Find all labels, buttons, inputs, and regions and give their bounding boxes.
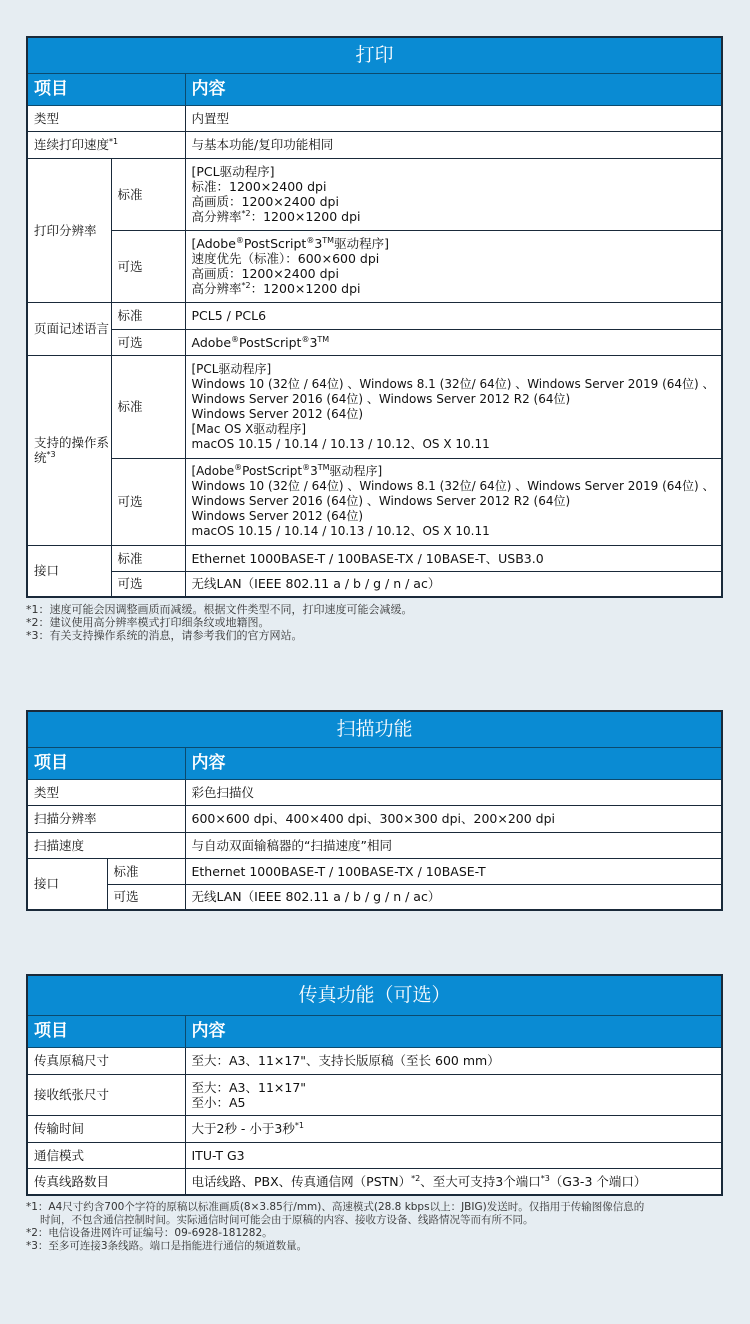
fax-title: 传真功能（可选） [27, 975, 722, 1015]
print-speed-value: 与基本功能/复印功能相同 [185, 131, 722, 158]
print-speed-label: 连续打印速度$^{*1}$ [27, 131, 185, 158]
print-type-value: 内置型 [185, 105, 722, 131]
print-spec-table [26, 36, 723, 598]
print-os-std: 标准 [111, 355, 185, 458]
scan-if-label: 接口 [27, 858, 107, 910]
fax-spec-table [26, 974, 723, 1196]
print-res-label: 打印分辨率 [27, 158, 111, 302]
print-res-std: 标准 [111, 158, 185, 230]
fax-mode-label: 通信模式 [27, 1142, 185, 1168]
print-col-item: 项目 [27, 73, 185, 105]
print-pdl-opt-value: Adobe®PostScript®3™ [185, 329, 722, 355]
scan-type-value: 彩色扫描仪 [185, 779, 722, 805]
print-if-std-value: Ethernet 1000BASE-T / 100BASE-TX / 10BASE-T、USB3.0 [185, 545, 722, 571]
print-res-opt: 可选 [111, 230, 185, 302]
fax-recv-value: 至大：A3、11×17" 至小：A5 [185, 1074, 722, 1115]
fax-time-value: 大于2秒 - 小于3秒$^{*1}$ [185, 1115, 722, 1142]
print-if-opt: 可选 [111, 571, 185, 597]
fax-time-label: 传输时间 [27, 1115, 185, 1142]
print-pdl-std-value: PCL5 / PCL6 [185, 302, 722, 329]
print-if-std: 标准 [111, 545, 185, 571]
scan-if-opt-value: 无线LAN（IEEE 802.11 a / b / g / n / ac） [185, 884, 722, 910]
scan-if-std-value: Ethernet 1000BASE-T / 100BASE-TX / 10BASE-T [185, 858, 722, 884]
scan-speed-value: 与自动双面输稿器的“扫描速度”相同 [185, 832, 722, 858]
scan-if-std: 标准 [107, 858, 185, 884]
print-title: 打印 [27, 37, 722, 73]
scan-if-opt: 可选 [107, 884, 185, 910]
fax-recv-label: 接收纸张尺寸 [27, 1074, 185, 1115]
fax-orig-value: 至大：A3、11×17"、支持长版原稿（至长 600 mm） [185, 1047, 722, 1074]
scan-spec-table [26, 710, 723, 911]
fax-col-item: 项目 [27, 1015, 185, 1047]
fax-col-content: 内容 [185, 1015, 722, 1047]
fax-notes: *1：A4尺寸约含700个字符的原稿以标准画质(8×3.85行/mm)、高速模式(28.8 kbps以上：JBIG)发送时。仅指用于传输图像信息的 时间，不包含通信控制时间。实际通信时间可能会由于原稿的内容、接收方设备、线路情况等而有所不同。 *2：电信设备进网许可证编号：09-6928-181282。 *3：至多可连接3条线路。端口是指能进行通信的频道数量。 [26, 1201, 645, 1252]
fax-lines-value: 电话线路、PBX、传真通信网（PSTN）$^{*2}$、至大可支持3个端口$^{*3}$（G3-3 个端口） [185, 1168, 722, 1195]
fax-orig-label: 传真原稿尺寸 [27, 1047, 185, 1074]
print-section [26, 36, 723, 642]
print-os-opt: 可选 [111, 458, 185, 545]
print-pdl-std: 标准 [111, 302, 185, 329]
fax-section [26, 974, 723, 1253]
print-col-content: 内容 [185, 73, 722, 105]
fax-lines-label: 传真线路数目 [27, 1168, 185, 1195]
scan-res-label: 扫描分辨率 [27, 805, 185, 832]
print-os-std-value: [PCL驱动程序] Windows 10 (32位 / 64位) 、Windows 8.1 (32位/ 64位) 、Windows Server 2019 (64位) 、 Windows Server 2016 (64位) 、Windows Server 2012 R2 (64位) Windows Server 2012 (64位) [Mac OS X驱动程序] macOS 10.15 / 10.14 / 10.13 / 10.12、OS X 10.11 [185, 355, 722, 458]
scan-speed-label: 扫描速度 [27, 832, 185, 858]
scan-title: 扫描功能 [27, 711, 722, 747]
print-os-label: 支持的操作系统$^{*3}$ [27, 355, 111, 545]
print-notes: *1：速度可能会因调整画质而减缓。根据文件类型不同，打印速度可能会减缓。 *2：建议使用高分辨率模式打印细条纹或地籍图。 *3：有关支持操作系统的消息，请参考我们的官方网站。 [26, 603, 413, 642]
scan-res-value: 600×600 dpi、400×400 dpi、300×300 dpi、200×200 dpi [185, 805, 722, 832]
print-pdl-opt: 可选 [111, 329, 185, 355]
print-if-label: 接口 [27, 545, 111, 597]
print-os-opt-value: [Adobe®PostScript®3™驱动程序] Windows 10 (32位 / 64位) 、Windows 8.1 (32位/ 64位) 、Windows Server 2019 (64位) 、 Windows Server 2016 (64位) 、Windows Server 2012 R2 (64位) Windows Server 2012 (64位) macOS 10.15 / 10.14 / 10.13 / 10.12、OS X 10.11 [185, 458, 722, 545]
print-res-opt-value: [Adobe®PostScript®3™驱动程序] 速度优先（标准）：600×600 dpi 高画质：1200×2400 dpi 高分辨率$^{*2}$：1200×1200 dpi [185, 230, 722, 302]
scan-type-label: 类型 [27, 779, 185, 805]
fax-mode-value: ITU-T G3 [185, 1142, 722, 1168]
print-pdl-label: 页面记述语言 [27, 302, 111, 355]
print-res-std-value: [PCL驱动程序] 标准：1200×2400 dpi 高画质：1200×2400 dpi 高分辨率$^{*2}$：1200×1200 dpi [185, 158, 722, 230]
scan-col-item: 项目 [27, 747, 185, 779]
print-if-opt-value: 无线LAN（IEEE 802.11 a / b / g / n / ac） [185, 571, 722, 597]
scan-section [26, 710, 723, 911]
scan-col-content: 内容 [185, 747, 722, 779]
print-type-label: 类型 [27, 105, 185, 131]
